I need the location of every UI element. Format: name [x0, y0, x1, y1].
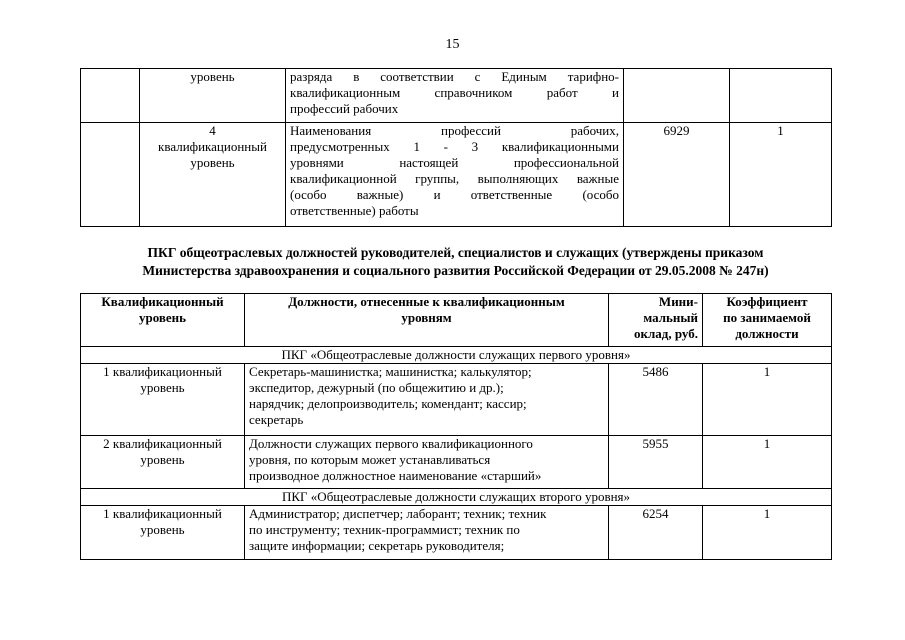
header-line: мальный — [643, 310, 698, 325]
text-line: секретарь — [249, 412, 304, 427]
page-number: 15 — [445, 37, 460, 52]
group-row — [81, 347, 832, 364]
header-line: Коэффициент — [726, 294, 808, 309]
main-table — [80, 293, 832, 560]
level-line: 1 квалификационный — [103, 364, 222, 379]
professions-cell — [286, 69, 624, 123]
header-salary — [609, 294, 703, 347]
header-positions — [245, 294, 609, 347]
table-row — [81, 364, 832, 436]
table-row — [81, 436, 832, 489]
salary-cell: 5486 — [609, 364, 703, 436]
salary-cell: 6929 — [624, 123, 730, 227]
text-line: квалификационным справочником работ и — [290, 85, 619, 100]
salary-cell: 5955 — [609, 436, 703, 489]
text-line: разряда в соответствии с Единым тарифно- — [290, 69, 619, 84]
header-line: Должности, отнесенные к квалификационным — [288, 294, 565, 309]
group-title: ПКГ «Общеотраслевые должности служащих второго уровня» — [81, 489, 832, 506]
text-line: предусмотренных 1 - 3 квалификационными — [290, 139, 619, 154]
group-row — [81, 489, 832, 506]
heading-line: Министерства здравоохранения и социального развития Российской Федерации от 29.05.2008 № 247н) — [142, 263, 769, 278]
blank-cell — [81, 69, 140, 123]
text-line: квалификационной группы, выполняющих важные — [290, 171, 619, 186]
header-coef — [703, 294, 832, 347]
level-line: уровень — [140, 522, 185, 537]
section-heading — [80, 244, 831, 280]
level-line: уровень — [140, 380, 185, 395]
positions-cell — [245, 506, 609, 560]
table-row — [81, 69, 832, 123]
coef-cell: 1 — [703, 364, 832, 436]
level-cell — [81, 506, 245, 560]
level-cell — [81, 436, 245, 489]
level-line: уровень — [140, 452, 185, 467]
text-line: Администратор; диспетчер; лаборант; техник; техник — [249, 506, 547, 521]
header-line: должности — [735, 326, 799, 341]
level-cell — [81, 364, 245, 436]
header-row — [81, 294, 832, 347]
top-continuation-table — [80, 68, 832, 227]
salary-cell — [624, 69, 730, 123]
text-line: ответственные) работы — [290, 203, 419, 218]
text-line: защите информации; секретарь руководителя; — [249, 538, 505, 553]
positions-cell — [245, 436, 609, 489]
header-line: Квалификационный — [101, 294, 224, 309]
text-line: по инструменту; техник-программист; техник по — [249, 522, 520, 537]
coef-cell — [730, 69, 832, 123]
level-cell — [140, 69, 286, 123]
header-line: по занимаемой — [723, 310, 811, 325]
text-line: производное должностное наименование «старший» — [249, 468, 542, 483]
text-line: уровня, по которым может устанавливаться — [249, 452, 491, 467]
level-text: уровень — [190, 69, 235, 84]
table-row — [81, 123, 832, 227]
heading-line: ПКГ общеотраслевых должностей руководителей, специалистов и служащих (утверждены приказом — [147, 245, 764, 260]
text-line: Наименования профессий рабочих, — [290, 123, 619, 138]
coef-cell: 1 — [703, 506, 832, 560]
blank-cell — [81, 123, 140, 227]
text-line: Должности служащих первого квалификационного — [249, 436, 533, 451]
level-number: 4 — [209, 123, 216, 138]
coef-cell: 1 — [703, 436, 832, 489]
salary-cell: 6254 — [609, 506, 703, 560]
level-word: квалификационный — [158, 139, 267, 154]
text-line: экспедитор, дежурный (по общежитию и др.); — [249, 380, 504, 395]
level-cell — [140, 123, 286, 227]
level-line: 2 квалификационный — [103, 436, 222, 451]
table-row — [81, 506, 832, 560]
header-line: Мини- — [658, 294, 698, 309]
professions-cell — [286, 123, 624, 227]
header-line: оклад, руб. — [634, 326, 698, 341]
header-level — [81, 294, 245, 347]
text-line: (особо важные) и ответственные (особо — [290, 187, 619, 202]
level-word: уровень — [190, 155, 235, 170]
header-line: уровень — [138, 310, 187, 325]
group-title: ПКГ «Общеотраслевые должности служащих первого уровня» — [81, 347, 832, 364]
text-line: уровнями настоящей профессиональной — [290, 155, 619, 170]
header-line: уровням — [401, 310, 452, 325]
text-line: профессий рабочих — [290, 101, 399, 116]
text-line: нарядчик; делопроизводитель; комендант; кассир; — [249, 396, 527, 411]
level-line: 1 квалификационный — [103, 506, 222, 521]
coef-cell: 1 — [730, 123, 832, 227]
positions-cell — [245, 364, 609, 436]
text-line: Секретарь-машинистка; машинистка; калькулятор; — [249, 364, 532, 379]
